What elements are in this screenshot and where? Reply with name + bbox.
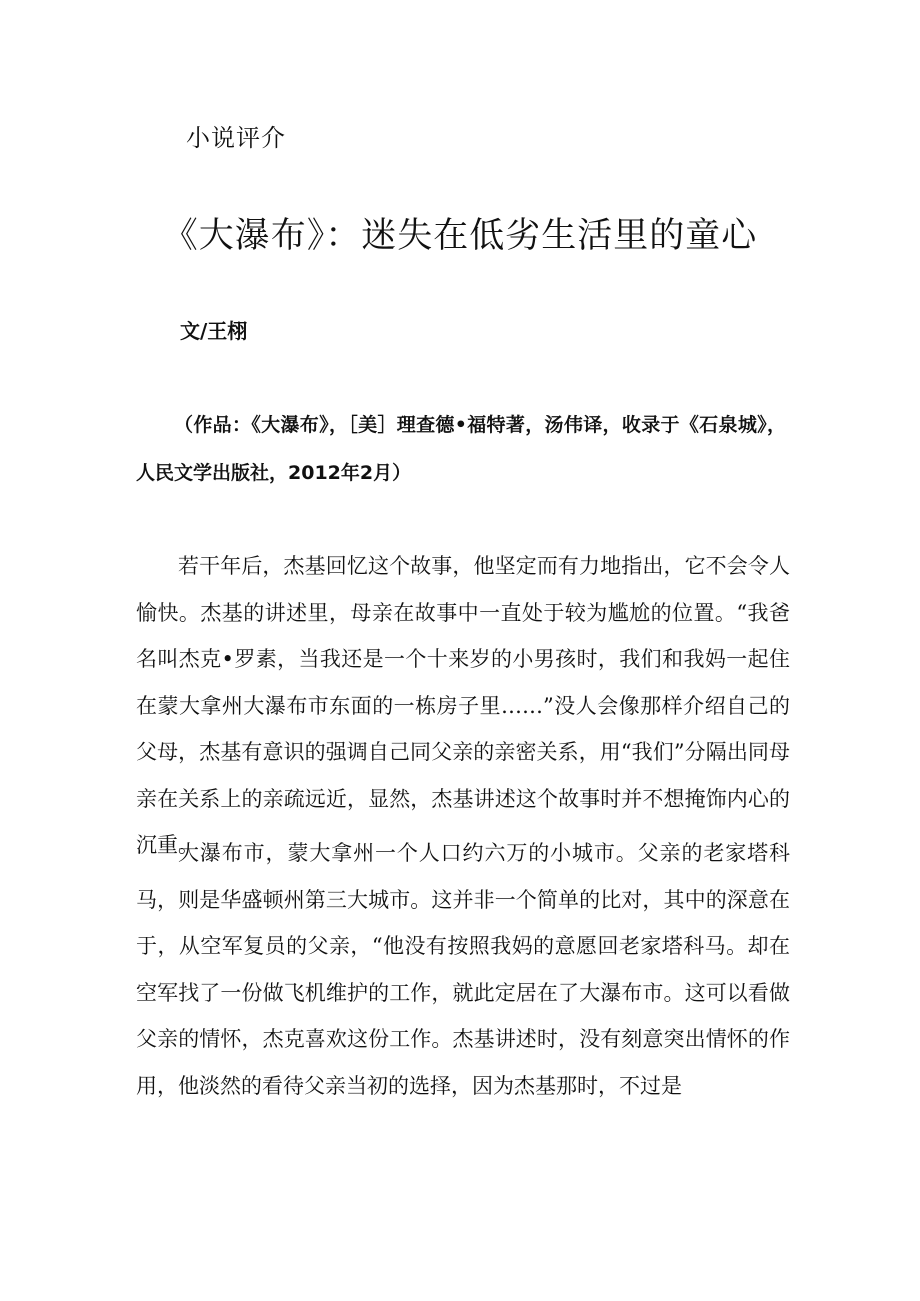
body-paragraph-1: 若干年后，杰基回忆这个故事，他坚定而有力地指出，它不会令人愉快。杰基的讲述里，母亲在故事中一直处于较为尴尬的位置。“我爸名叫杰克•罗素，当我还是一个十来岁的小男孩时，我们和我妈一起住在蒙大拿州大瀑布市东面的一栋房子里……”没人会像那样介绍自己的父母，杰基有意识的强调自己同父亲的亲密关系，用“我们”分隔出同母亲在关系上的亲疏远近，显然，杰基讲述这个故事时并不想掩饰内心的沉重。 <box>136 554 790 857</box>
body-paragraph-2: 大瀑布市，蒙大拿州一个人口约六万的小城市。父亲的老家塔科马，则是华盛顿州第三大城市。这并非一个简单的比对，其中的深意在于，从空军复员的父亲，“他没有按照我妈的意愿回老家塔科马。却在空军找了一份做飞机维护的工作，就此定居在了大瀑布市。这可以看做父亲的情怀，杰克喜欢这份工作。杰基讲述时，没有刻意突出情怀的作用，他淡然的看待父亲当初的选择，因为杰基那时，不过是 <box>136 841 790 1098</box>
article-title: 《大瀑布》：迷失在低劣生活里的童心 <box>162 216 758 256</box>
article-byline: 文/王栩 <box>180 319 248 343</box>
article-category: 小说评介 <box>186 124 286 152</box>
source-note: （作品：《大瀑布》，［美］理查德•福特著，汤伟译，收录于《石泉城》，人民文学出版社，2012年2月） <box>136 414 786 484</box>
